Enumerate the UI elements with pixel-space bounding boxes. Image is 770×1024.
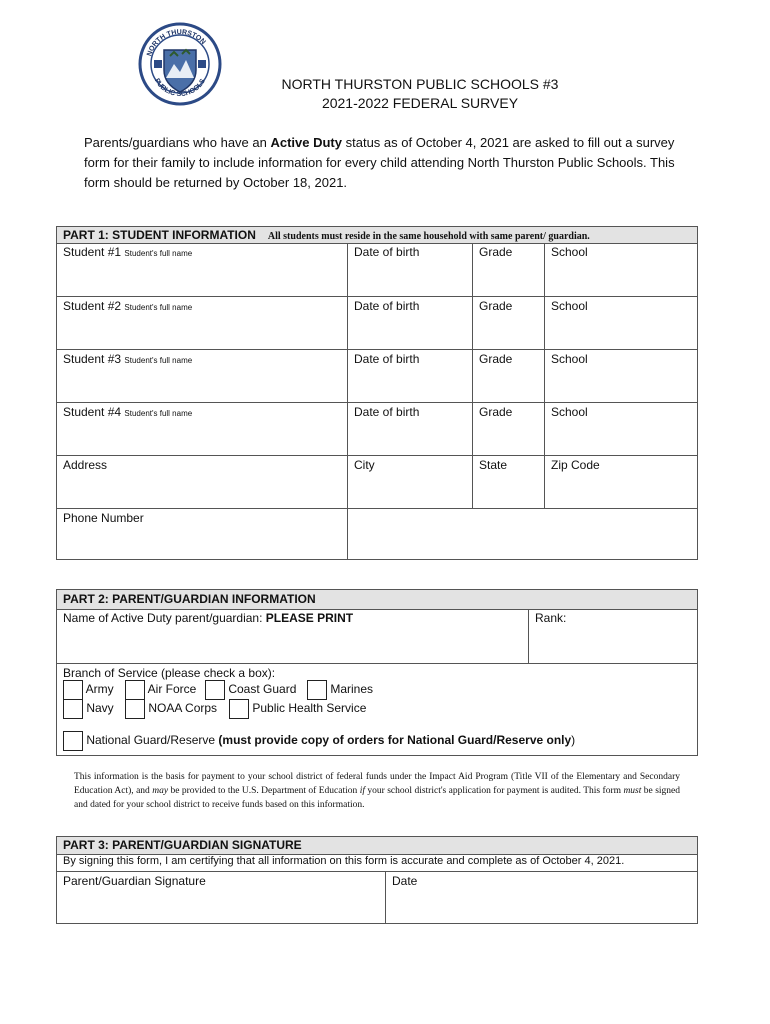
form-label [205, 680, 296, 700]
form-label: be provided to the U.S. Department of Education [168, 786, 360, 796]
part1-student-info [56, 226, 698, 560]
form-field[interactable] [57, 243, 347, 296]
branch-row [57, 663, 697, 755]
national-guard-checkbox[interactable] [63, 731, 83, 751]
form-field[interactable]: School [544, 297, 697, 350]
form-label [63, 680, 114, 700]
student-row[interactable] [57, 402, 697, 456]
public-health-checkbox[interactable] [229, 699, 249, 719]
part3-header: PART 3: PARENT/GUARDIAN SIGNATURE [57, 837, 697, 855]
form-field[interactable]: Grade [472, 297, 544, 350]
form-label: Student's full name [124, 303, 193, 312]
form-field[interactable]: School [544, 350, 697, 403]
signature-field[interactable]: Parent/Guardian Signature [63, 874, 206, 888]
form-field[interactable] [57, 350, 347, 403]
state-field[interactable]: State [472, 456, 544, 509]
form-label: PART 1: STUDENT INFORMATION [63, 228, 256, 242]
navy-checkbox[interactable] [63, 699, 83, 719]
part1-header [57, 227, 697, 244]
part2-parent-info [56, 589, 698, 756]
svg-text:PUBLIC SCHOOLS: PUBLIC SCHOOLS [152, 77, 207, 99]
signature-row[interactable] [57, 871, 697, 923]
form-label [307, 680, 373, 700]
form-label: be signed and dated for your school district to receive funds based on this information. [74, 786, 680, 810]
form-label: Army [85, 682, 114, 697]
branch-label: Branch of Service (please check a box): [63, 666, 276, 680]
form-label: may [152, 786, 169, 796]
form-field[interactable]: Date of birth [347, 350, 472, 403]
address-row[interactable] [57, 455, 697, 509]
form-field[interactable]: Date of birth [347, 403, 472, 456]
noaa-checkbox[interactable] [125, 699, 145, 719]
form-label: Air Force [147, 682, 197, 697]
form-label [125, 680, 196, 700]
form-field[interactable]: Grade [472, 403, 544, 456]
date-field[interactable]: Date [385, 872, 697, 923]
form-label: ) [571, 733, 576, 748]
rank-field[interactable]: Rank: [528, 609, 697, 663]
student-row[interactable] [57, 243, 697, 296]
form-label: Marines [330, 682, 374, 697]
form-label: Name of Active Duty parent/guardian: [63, 611, 266, 625]
form-field[interactable]: Date of birth [347, 297, 472, 350]
form-label [63, 699, 114, 719]
form-label: Student #4 [63, 405, 122, 419]
form-label: must [623, 786, 642, 796]
form-label [63, 731, 575, 751]
form-label: Student #3 [63, 352, 122, 366]
impact-aid-disclaimer [74, 770, 680, 812]
intro-paragraph [84, 133, 694, 193]
form-label: Student's full name [124, 356, 193, 365]
form-label: Student #2 [63, 299, 122, 313]
form-field[interactable]: Grade [472, 243, 544, 296]
form-label: National Guard/Reserve [86, 733, 219, 748]
form-label: Parents/guardians who have an [84, 135, 271, 150]
form-label: status as of October 4, 2021 are asked to fill out a survey form for their family to include information for every child attending North Thurston Public Schools. This form should be returned by October 18, 2021. [84, 135, 675, 190]
parent-name-field[interactable] [57, 609, 528, 663]
student-row[interactable] [57, 349, 697, 403]
city-field[interactable]: City [347, 456, 472, 509]
phone-input[interactable] [347, 509, 697, 559]
part2-header: PART 2: PARENT/GUARDIAN INFORMATION [57, 590, 697, 610]
army-checkbox[interactable] [63, 680, 83, 700]
zip-field[interactable]: Zip Code [544, 456, 697, 509]
address-field[interactable]: Address [63, 458, 108, 472]
form-label: your school district's application for payment is audited. This form [364, 786, 624, 796]
form-label: if [359, 786, 365, 796]
form-label: Navy [86, 701, 114, 716]
svg-text:NORTH THURSTON: NORTH THURSTON [146, 28, 207, 58]
form-title-line1: NORTH THURSTON PUBLIC SCHOOLS #3 [281, 76, 559, 92]
form-label: All students must reside in the same household with same parent/ guardian. [267, 231, 590, 242]
marines-checkbox[interactable] [307, 680, 327, 700]
form-label [125, 699, 217, 719]
form-label: Public Health Service [252, 701, 367, 716]
air-force-checkbox[interactable] [125, 680, 145, 700]
form-label: PLEASE PRINT [265, 611, 354, 625]
form-field[interactable]: School [544, 243, 697, 296]
form-label: Student #1 [63, 245, 122, 259]
form-field[interactable] [57, 403, 347, 456]
form-field[interactable]: Date of birth [347, 243, 472, 296]
form-title-line2: 2021-2022 FEDERAL SURVEY [321, 95, 519, 111]
phone-row[interactable] [57, 508, 697, 559]
student-row[interactable] [57, 296, 697, 350]
form-label: Student's full name [124, 409, 193, 418]
form-field[interactable]: Grade [472, 350, 544, 403]
form-field[interactable] [57, 297, 347, 350]
form-label [229, 699, 366, 719]
phone-field[interactable]: Phone Number [63, 511, 144, 525]
certification-text: By signing this form, I am certifying that all information on this form is accurate and complete as of October 4, 2021. [63, 855, 625, 867]
form-label: NOAA Corps [148, 701, 218, 716]
school-seal-logo [138, 22, 222, 106]
form-field[interactable]: School [544, 403, 697, 456]
parent-name-row[interactable] [57, 609, 697, 663]
form-label: Active Duty [270, 135, 342, 150]
form-label: (must provide copy of orders for National Guard/Reserve only [218, 733, 572, 748]
form-label: Student's full name [124, 249, 193, 258]
form-label: This information is the basis for payment to your school district of federal funds under the Impact Aid Program (Title VII of the Elementary and Secondary Education Act), and [74, 772, 680, 796]
coast-guard-checkbox[interactable] [205, 680, 225, 700]
form-label: Coast Guard [228, 682, 297, 697]
part3-signature [56, 836, 698, 924]
